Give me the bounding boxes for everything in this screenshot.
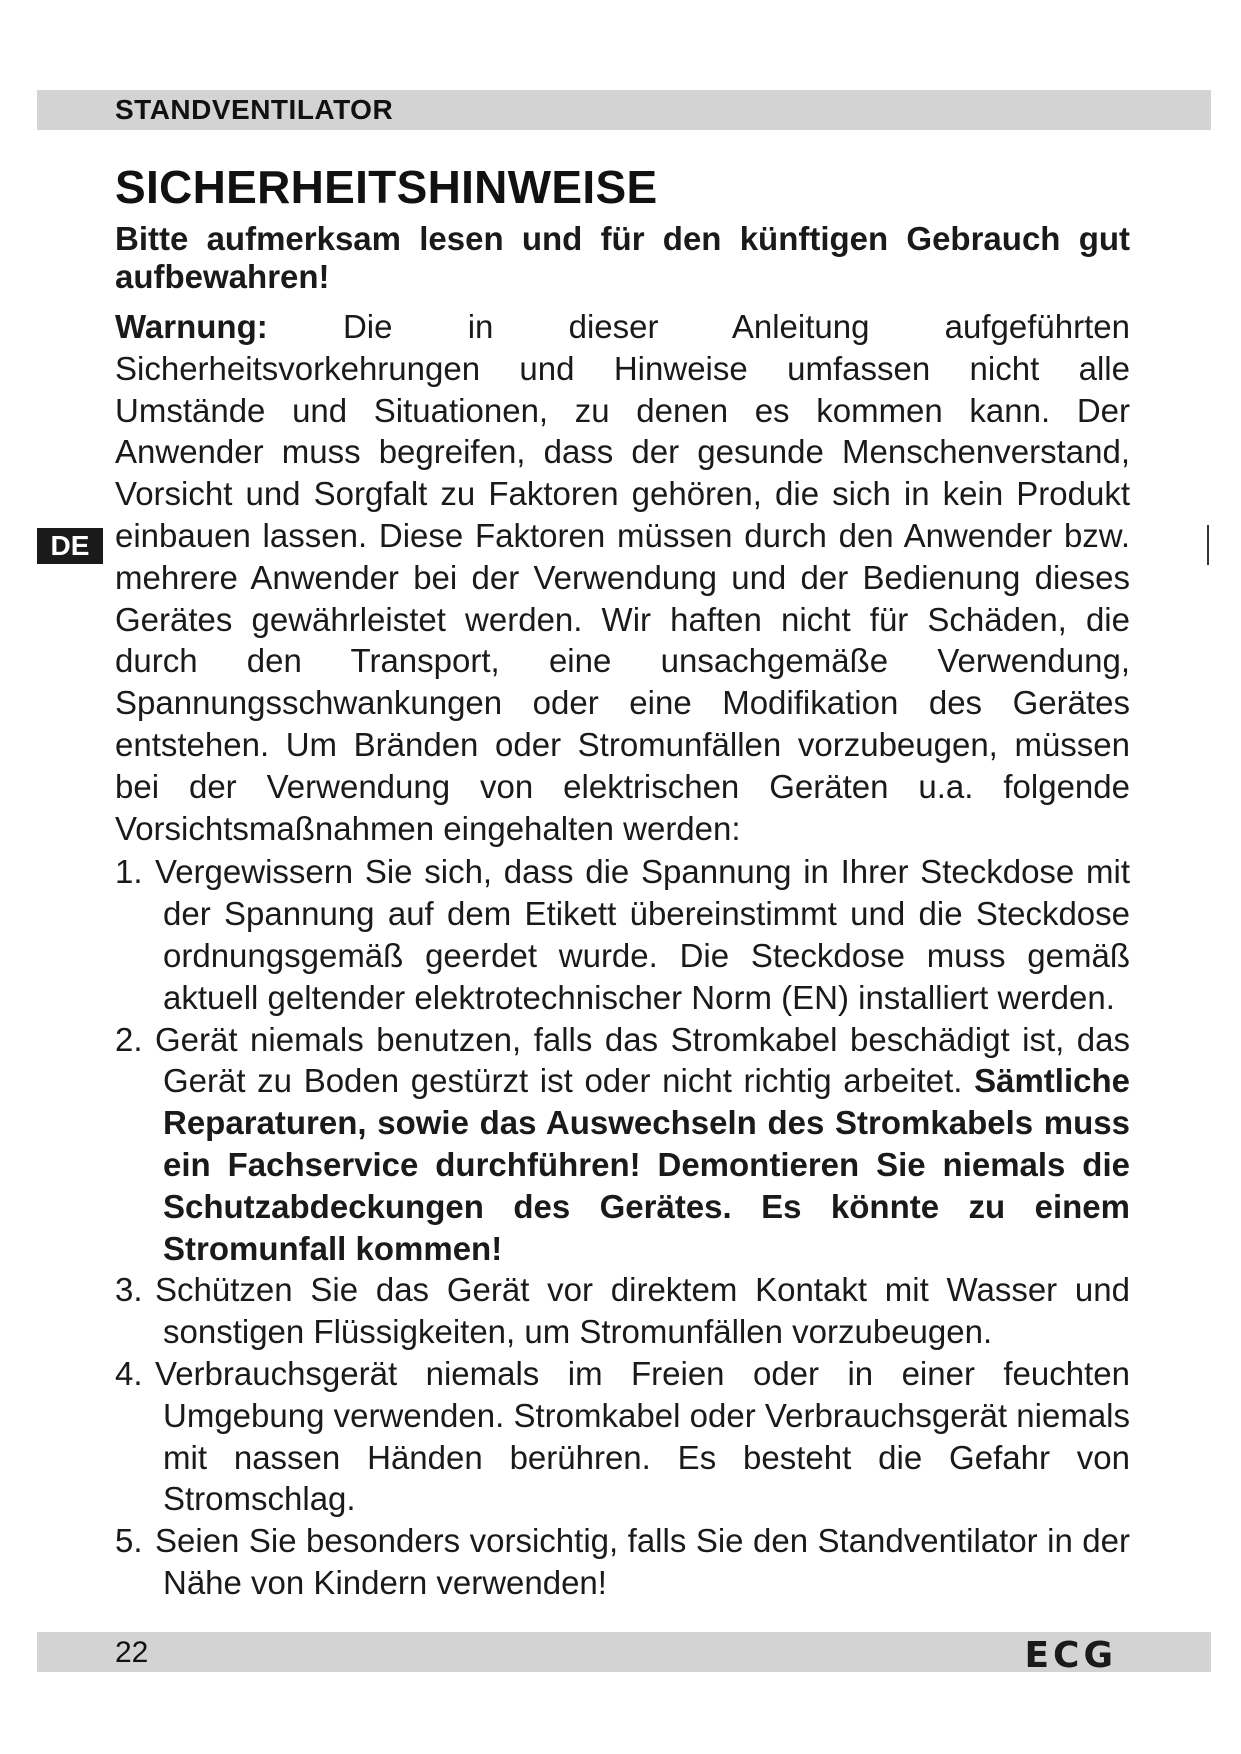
list-item-text: Seien Sie besonders vorsichtig, falls Sie den Standventilator in der Nähe von Kindern verwenden! xyxy=(155,1522,1130,1601)
warning-text: Die in dieser Anleitung aufgeführten Sicherheitsvorkehrungen und Hinweise umfassen nicht alle Umstände und Situationen, zu denen es kommen kann. Der Anwender muss begreifen, dass der gesunde Menschenverstand, Vorsicht und Sorgfalt zu Faktoren gehören, die sich in kein Produkt einbauen lassen. Diese Faktoren müssen durch den Anwender bzw. mehrere Anwender bei der Verwendung und der Bedienung dieses Gerätes gewährleistet werden. Wir haften nicht für Schäden, die durch den Transport, eine unsachgemäße Verwendung, Spannungsschwankungen oder eine Modifikation des Gerätes entstehen. Um Bränden oder Stromunfällen vorzubeugen, müssen bei der Verwendung von elektrischen Geräten u.a. folgende Vorsichtsmaßnahmen eingehalten werden: xyxy=(115,308,1130,847)
list-item-text: Verbrauchsgerät niemals im Freien oder in einer feuchten Umgebung verwenden. Stromkabel oder Verbrauchsgerät niemals mit nassen Händen berühren. Es besteht die Gefahr von Stromschlag. xyxy=(155,1354,1130,1518)
list-item xyxy=(115,1353,1130,1520)
warning-paragraph xyxy=(115,306,1130,849)
warning-label: Warnung: xyxy=(115,308,268,345)
page-number: 22 xyxy=(115,1636,149,1669)
header-title: STANDVENTILATOR xyxy=(115,94,394,125)
list-item-text: Schützen Sie das Gerät vor direktem Kontakt mit Wasser und sonstigen Flüssigkeiten, um Stromunfällen vorzubeugen. xyxy=(155,1271,1130,1351)
list-item-bold-text: Sämtliche Reparaturen, sowie das Auswechseln des Stromkabels muss ein Fachservice durchführen! Demontieren Sie niemals die Schutzabdeckungen des Gerätes. Es könnte zu einem Stromunfall kommen! xyxy=(163,1062,1130,1267)
intro-text: Bitte aufmerksam lesen und für den künftigen Gebrauch gut aufbewahren! xyxy=(115,220,1130,295)
footer-bar xyxy=(37,1632,1211,1676)
list-item-text: Gerät niemals benutzen, falls das Stromkabel beschädigt ist, das Gerät zu Boden gestürzt ist oder nicht richtig arbeitet. xyxy=(155,1020,1130,1100)
list-item-number: 1. xyxy=(115,853,143,891)
language-tab: DE xyxy=(37,528,103,564)
safety-list xyxy=(115,851,1130,1603)
list-item-number: 4. xyxy=(115,1354,143,1392)
list-item-number: 5. xyxy=(115,1522,143,1560)
main-content xyxy=(115,160,1130,1604)
margin-mark xyxy=(1207,525,1209,565)
page-title: SICHERHEITSHINWEISE xyxy=(115,161,658,213)
list-item xyxy=(115,1019,1130,1270)
list-item xyxy=(115,1269,1130,1353)
list-item xyxy=(115,851,1130,1018)
ecg-logo: ECG xyxy=(1024,1635,1117,1676)
list-item-number: 3. xyxy=(115,1271,143,1309)
list-item-text: Vergewissern Sie sich, dass die Spannung in Ihrer Steckdose mit der Spannung auf dem Etikett übereinstimmt und die Steckdose ordnungsgemäß geerdet wurde. Die Steckdose muss gemäß aktuell geltender elektrotechnischer Norm (EN) installiert werden. xyxy=(155,853,1130,1016)
list-item-number: 2. xyxy=(115,1020,143,1058)
list-item xyxy=(115,1520,1130,1604)
header-bar xyxy=(37,90,1211,130)
